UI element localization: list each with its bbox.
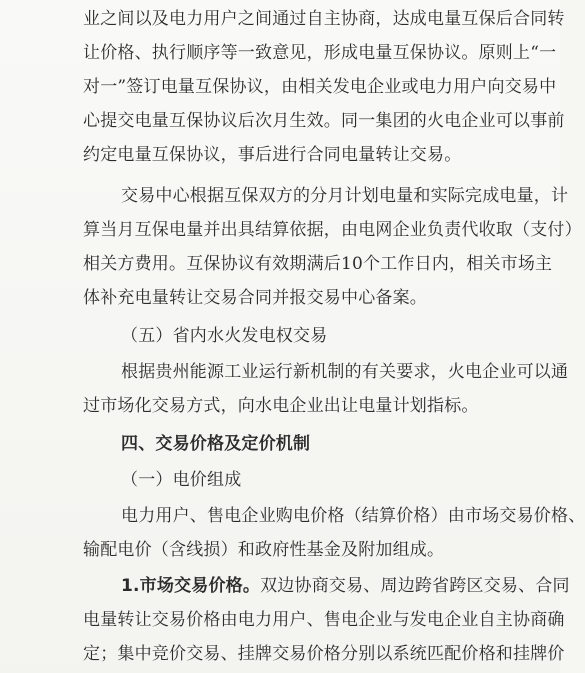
section-heading-5: （五）省内水火发电权交易 xyxy=(121,326,328,346)
paragraph-line: 对一”签订电量互保协议，由相关发电企业或电力用户向交易中 xyxy=(83,77,557,97)
market-price-line xyxy=(121,570,570,603)
paragraph-line: 电量转让交易价格由电力用户、售电企业与发电企业自主协商确 xyxy=(83,610,565,630)
market-price-text: 双边协商交易、周边跨省跨区交易、合同 xyxy=(260,576,570,596)
paragraph-line: 相关方费用。互保协议有效期满后10个工作日内，相关市场主 xyxy=(83,254,553,274)
paragraph-line: 根据贵州能源工业运行新机制的有关要求，火电企业可以通 xyxy=(121,362,569,382)
paragraph-line: 算当月互保电量并出具结算依据，由电网企业负责代收取（支付） xyxy=(83,220,582,240)
subsection-heading-1: （一）电价组成 xyxy=(121,470,242,490)
paragraph-line: 体补充电量转让交易合同并报交易中心备案。 xyxy=(83,288,427,308)
paragraph-line: 交易中心根据互保双方的分月计划电量和实际完成电量，计 xyxy=(121,186,569,206)
paragraph-line: 输配电价（含线损）和政府性基金及附加组成。 xyxy=(83,540,445,560)
paragraph-line: 约定电量互保协议，事后进行合同电量转让交易。 xyxy=(83,145,462,165)
paragraph-line: 电力用户、售电企业购电价格（结算价格）由市场交易价格、 xyxy=(121,506,585,526)
paragraph-line: 过市场化交易方式，向水电企业出让电量计划指标。 xyxy=(83,396,479,416)
paragraph-line: 定；集中竞价交易、挂牌交易价格分别以系统匹配价格和挂牌价 xyxy=(83,644,565,664)
section-heading-4: 四、交易价格及定价机制 xyxy=(121,434,311,454)
paragraph-line: 心提交电量互保协议后次月生效。同一集团的火电企业可以事前 xyxy=(83,111,565,131)
market-price-label: 1.市场交易价格。 xyxy=(121,576,261,596)
paragraph-line: 让价格、执行顺序等一致意见，形成电量互保协议。原则上“一 xyxy=(83,43,557,63)
paragraph-line: 业之间以及电力用户之间通过自主协商，达成电量互保后合同转 xyxy=(83,9,565,29)
